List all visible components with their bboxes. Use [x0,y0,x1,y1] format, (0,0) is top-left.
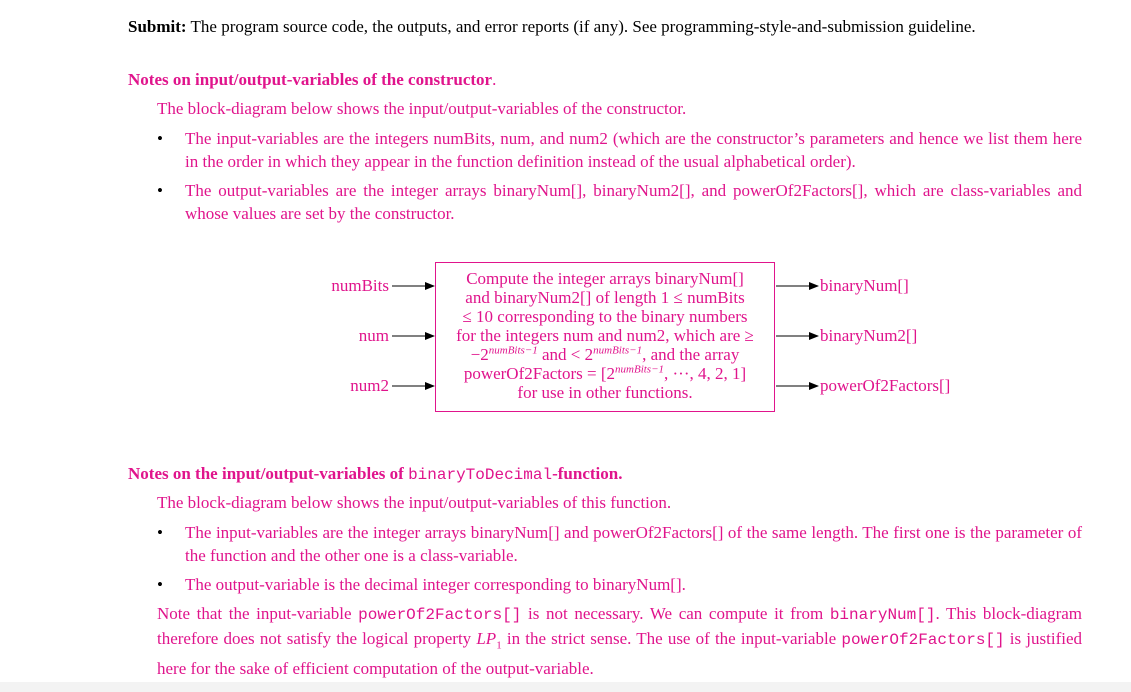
box-line-1: Compute the integer arrays binaryNum[] [466,269,744,288]
section1-bullet-1 [157,127,1082,173]
bullet-text: The output-variables are the integer arrays binaryNum[], binaryNum2[], and powerOf2Factors[], which are class-variables and whose values are set by the constructor. [185,181,1082,223]
box-line-5: $-2^{numBits-1}$ and < $2^{numBits-1}$, and the array [470,344,740,364]
box-line-3: ≤ 10 corresponding to the binary numbers [462,307,748,326]
section2-bullet-2 [157,573,1082,596]
submit-label: Submit: [128,17,187,36]
constructor-block-diagram [300,258,1000,418]
output-label-powerof2factors: powerOf2Factors[] [820,376,951,395]
page-bottom-border [0,682,1131,692]
box-line-2: and binaryNum2[] of length 1 ≤ numBits [465,288,745,307]
submit-line [128,15,976,38]
section2-heading-code: binaryToDecimal [408,466,553,484]
section2-intro: The block-diagram below shows the input/output-variables of this function. [157,493,672,512]
bullet-text: The output-variable is the decimal integer corresponding to binaryNum[]. [185,575,686,594]
bullet-dot-icon: • [157,523,163,542]
box-line-7: for use in other functions. [517,383,693,402]
section1-bullet-2 [157,179,1082,225]
bullet-text: The input-variables are the integers numBits, num, and num2 (which are the constructor’s parameters and hence we list them here in the order in which they appear in the function definition instead of the usual alphabetical order). [185,129,1082,171]
lp-symbol: LP [476,629,497,648]
section1-heading-end: . [492,70,497,89]
code-powerof2factors: powerOf2Factors[] [358,606,522,624]
bullet-text: The input-variables are the integer arrays binaryNum[] and powerOf2Factors[] of the same length. The first one is the parameter of the function and the other one is a class-variable. [185,523,1082,565]
output-label-binarynum2: binaryNum2[] [820,326,918,345]
box-line-6: powerOf2Factors = [$2^{numBits-1}$, ···, 4, 2, 1] [463,363,747,383]
input-label-num: num [358,326,389,345]
output-label-binarynum: binaryNum[] [820,276,909,295]
box-line-4: for the integers num and num2, which are ≥ [456,326,754,345]
constructor-process-box [435,262,775,412]
bullet-dot-icon: • [157,575,163,594]
submit-text: The program source code, the outputs, and error reports (if any). See programming-style-and-submission guideline. [186,17,976,36]
section1-heading [128,68,496,91]
section2-bullet-1 [157,521,1082,567]
section2-heading-end: -function. [552,464,623,483]
input-label-numbits: numBits [331,276,389,295]
section1-heading-text: Notes on input/output-variables of the constructor [128,70,493,89]
section2-note: Note that the input-variable powerOf2Factors[] is not necessary. We can compute it from binaryNum[]. This block-diagram therefore does not satisfy the logical property $LP_1$ in the strict sense. The use of the input-variable powerOf2Factors[] is justified here for the sake of efficient computation of the output-variable. [157,604,1082,679]
section1-intro: The block-diagram below shows the input/output-variables of the constructor. [157,99,687,118]
input-label-num2: num2 [350,376,389,395]
section2-heading [128,462,622,487]
bullet-dot-icon: • [157,181,163,200]
section2-heading-text: Notes on the input/output-variables of [128,464,409,483]
code-binarynum: binaryNum[] [829,606,936,624]
code-powerof2factors-2: powerOf2Factors[] [841,631,1005,649]
bullet-dot-icon: • [157,129,163,148]
